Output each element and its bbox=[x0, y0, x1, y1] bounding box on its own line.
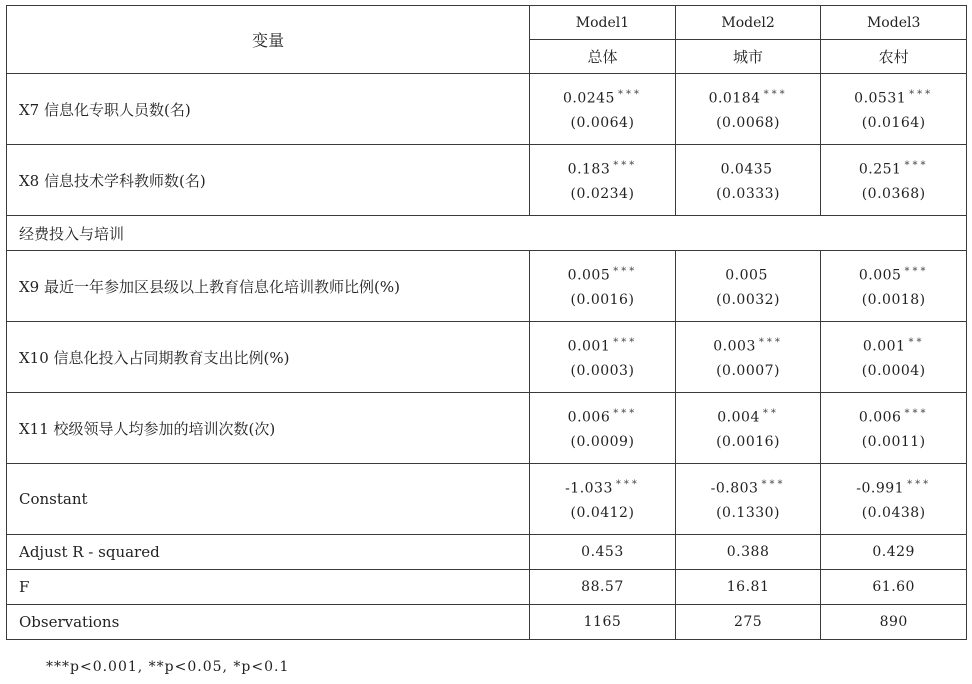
coef-value: 0.005 bbox=[858, 267, 902, 284]
header-row-models bbox=[7, 6, 967, 40]
coef-value: 0.001 bbox=[862, 338, 906, 355]
std-error: (0.0016) bbox=[716, 434, 781, 451]
stat-value: 275 bbox=[675, 605, 821, 640]
stat-value: 0.429 bbox=[821, 535, 967, 570]
std-error: (0.0068) bbox=[716, 115, 781, 132]
std-error: (0.0018) bbox=[861, 292, 926, 309]
coef-cell bbox=[821, 322, 967, 393]
row-label: Observations bbox=[7, 605, 530, 640]
significance-stars: *** bbox=[909, 88, 934, 100]
coef-value: 0.183 bbox=[567, 161, 611, 178]
coef-value: 0.251 bbox=[858, 161, 902, 178]
coef-cell bbox=[675, 322, 821, 393]
coef-value: 0.005 bbox=[567, 267, 611, 284]
significance-stars: *** bbox=[613, 407, 638, 419]
coef-cell bbox=[675, 145, 821, 216]
coef-value: -0.803 bbox=[710, 480, 759, 497]
coef-cell bbox=[821, 464, 967, 535]
std-error: (0.0164) bbox=[861, 115, 926, 132]
coef-cell bbox=[675, 393, 821, 464]
header-variable: 变量 bbox=[7, 6, 530, 74]
std-error: (0.0007) bbox=[716, 363, 781, 380]
significance-stars: ** bbox=[908, 336, 925, 348]
coef-value: -1.033 bbox=[565, 480, 613, 497]
header-group-1: 总体 bbox=[530, 40, 676, 74]
std-error: (0.0368) bbox=[861, 186, 926, 203]
section-heading: 经费投入与培训 bbox=[7, 216, 967, 251]
coef-cell bbox=[675, 464, 821, 535]
coef-value: 0.005 bbox=[725, 267, 768, 284]
coef-value: 0.001 bbox=[567, 338, 611, 355]
coef-value: 0.0245 bbox=[562, 90, 615, 107]
coef-cell bbox=[675, 251, 821, 322]
table-row bbox=[7, 251, 967, 322]
stat-value: 0.453 bbox=[530, 535, 676, 570]
significance-stars: *** bbox=[758, 336, 783, 348]
coef-value: 0.0531 bbox=[854, 90, 907, 107]
row-label: X8 信息技术学科教师数(名) bbox=[7, 145, 530, 216]
header-group-2: 城市 bbox=[675, 40, 821, 74]
significance-stars: *** bbox=[613, 336, 638, 348]
std-error: (0.0016) bbox=[570, 292, 635, 309]
std-error: (0.1330) bbox=[716, 505, 781, 522]
significance-stars: *** bbox=[763, 88, 788, 100]
std-error: (0.0009) bbox=[570, 434, 635, 451]
coef-cell bbox=[821, 393, 967, 464]
coef-cell bbox=[675, 74, 821, 145]
std-error: (0.0003) bbox=[570, 363, 635, 380]
stat-value: 61.60 bbox=[821, 570, 967, 605]
table-row bbox=[7, 145, 967, 216]
stat-value: 16.81 bbox=[675, 570, 821, 605]
std-error: (0.0333) bbox=[716, 186, 781, 203]
significance-stars: *** bbox=[904, 407, 929, 419]
coef-cell bbox=[530, 145, 676, 216]
std-error: (0.0412) bbox=[570, 505, 635, 522]
row-label: X7 信息化专职人员数(名) bbox=[7, 74, 530, 145]
coef-cell bbox=[530, 393, 676, 464]
row-label: Adjust R - squared bbox=[7, 535, 530, 570]
table-row bbox=[7, 393, 967, 464]
row-label: X9 最近一年参加区县级以上教育信息化培训教师比例(%) bbox=[7, 251, 530, 322]
stat-row-adj-r2 bbox=[7, 535, 967, 570]
table-row bbox=[7, 74, 967, 145]
row-label: X10 信息化投入占同期教育支出比例(%) bbox=[7, 322, 530, 393]
coef-value: 0.0184 bbox=[708, 90, 761, 107]
header-model-3: Model3 bbox=[821, 6, 967, 40]
coef-value: 0.0435 bbox=[720, 161, 773, 178]
significance-stars: ** bbox=[762, 407, 779, 419]
header-model-1: Model1 bbox=[530, 6, 676, 40]
coef-value: 0.006 bbox=[858, 409, 902, 426]
std-error: (0.0234) bbox=[570, 186, 635, 203]
std-error: (0.0438) bbox=[861, 505, 926, 522]
coef-cell bbox=[530, 322, 676, 393]
significance-stars: *** bbox=[761, 478, 786, 490]
header-model-2: Model2 bbox=[675, 6, 821, 40]
table-row bbox=[7, 322, 967, 393]
significance-stars: *** bbox=[904, 265, 929, 277]
table-row bbox=[7, 464, 967, 535]
std-error: (0.0011) bbox=[861, 434, 926, 451]
coef-value: 0.006 bbox=[567, 409, 611, 426]
stat-value: 88.57 bbox=[530, 570, 676, 605]
coef-cell bbox=[530, 251, 676, 322]
row-label: X11 校级领导人均参加的培训次数(次) bbox=[7, 393, 530, 464]
stat-value: 1165 bbox=[530, 605, 676, 640]
row-label: F bbox=[7, 570, 530, 605]
section-row bbox=[7, 216, 967, 251]
stat-value: 890 bbox=[821, 605, 967, 640]
significance-stars: *** bbox=[904, 159, 929, 171]
coef-cell bbox=[821, 145, 967, 216]
coef-value: 0.003 bbox=[713, 338, 756, 355]
coef-value: 0.004 bbox=[717, 409, 760, 426]
significance-note: ***p<0.001, **p<0.05, *p<0.1 bbox=[46, 659, 290, 675]
coef-value: -0.991 bbox=[856, 480, 905, 497]
stat-row-observations bbox=[7, 605, 967, 640]
row-label: Constant bbox=[7, 464, 530, 535]
significance-stars: *** bbox=[613, 159, 638, 171]
std-error: (0.0064) bbox=[570, 115, 635, 132]
coef-cell bbox=[530, 464, 676, 535]
coef-cell bbox=[821, 251, 967, 322]
coef-cell bbox=[530, 74, 676, 145]
stat-value: 0.388 bbox=[675, 535, 821, 570]
significance-stars: *** bbox=[613, 265, 638, 277]
coef-cell bbox=[821, 74, 967, 145]
header-group-3: 农村 bbox=[821, 40, 967, 74]
std-error: (0.0032) bbox=[716, 292, 781, 309]
stat-row-f bbox=[7, 570, 967, 605]
significance-stars: *** bbox=[615, 478, 640, 490]
significance-stars: *** bbox=[617, 88, 642, 100]
regression-table bbox=[6, 5, 967, 640]
significance-stars: *** bbox=[907, 478, 932, 490]
std-error: (0.0004) bbox=[861, 363, 926, 380]
